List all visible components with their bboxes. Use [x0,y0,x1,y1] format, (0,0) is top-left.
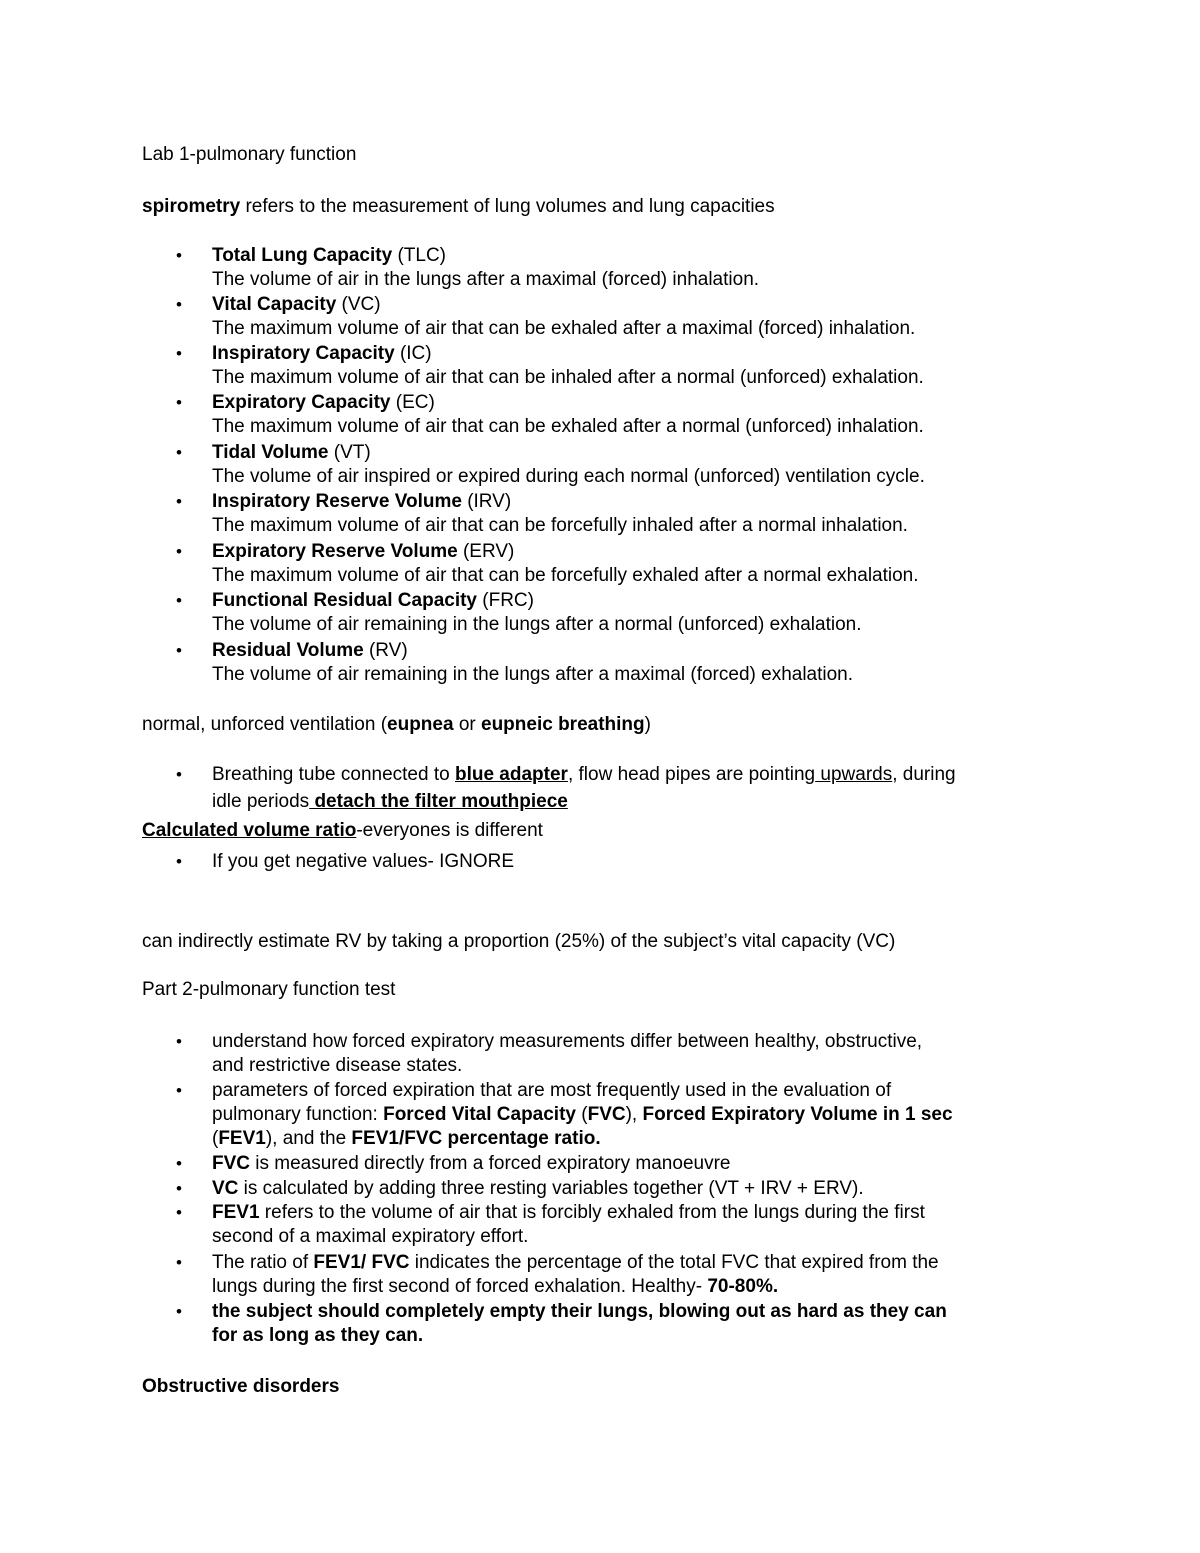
list-item: FEV1 refers to the volume of air that is forcibly exhaled from the lungs during the first [212,1202,925,1223]
bullet: • [176,591,182,610]
bullet: • [176,1302,182,1321]
obstructive-heading: Obstructive disorders [142,1376,340,1397]
definition-term: Expiratory Capacity (EC) [212,392,435,413]
definition-desc: The volume of air inspired or expired during each normal (unforced) ventilation cycle. [212,466,925,487]
intro-term: spirometry [142,196,241,217]
definition-desc: The maximum volume of air that can be inhaled after a normal (unforced) exhalation. [212,367,924,388]
list-item: The ratio of FEV1/ FVC indicates the percentage of the total FVC that expired from the [212,1252,939,1273]
bullet: • [176,1179,182,1198]
definition-desc: The volume of air remaining in the lungs after a maximal (forced) exhalation. [212,664,854,685]
list-item: VC is calculated by adding three resting variables together (VT + IRV + ERV). [212,1178,864,1199]
list-item: the subject should completely empty their lungs, blowing out as hard as they can [212,1301,947,1322]
bullet: • [176,492,182,511]
bullet: • [176,1154,182,1173]
breathing-tube-note-cont: idle periods detach the filter mouthpiece [212,791,568,812]
bullet: • [176,344,182,363]
definition-term: Functional Residual Capacity (FRC) [212,590,534,611]
definition-term: Vital Capacity (VC) [212,294,381,315]
definition-desc: The maximum volume of air that can be forcefully inhaled after a normal inhalation. [212,515,908,536]
bullet: • [176,393,182,412]
definition-term: Tidal Volume (VT) [212,442,371,463]
calculated-volume-ratio: Calculated volume ratio-everyones is different [142,820,543,841]
definition-desc: The volume of air remaining in the lungs after a normal (unforced) exhalation. [212,614,862,635]
bullet: • [176,765,182,784]
list-item: understand how forced expiratory measurements differ between healthy, obstructive, [212,1031,923,1052]
definition-term: Total Lung Capacity (TLC) [212,245,446,266]
list-item-cont: for as long as they can. [212,1325,424,1346]
definition-term: Inspiratory Reserve Volume (IRV) [212,491,512,512]
definition-desc: The maximum volume of air that can be forcefully exhaled after a normal exhalation. [212,565,919,586]
bullet: • [176,443,182,462]
bullet: • [176,1081,182,1100]
definition-desc: The volume of air in the lungs after a maximal (forced) inhalation. [212,269,760,290]
definition-desc: The maximum volume of air that can be exhaled after a normal (unforced) inhalation. [212,416,924,437]
list-item: FVC is measured directly from a forced expiratory manoeuvre [212,1153,731,1174]
intro-text: refers to the measurement of lung volumes and lung capacities [240,196,775,217]
bullet: • [176,641,182,660]
list-item: parameters of forced expiration that are most frequently used in the evaluation of [212,1080,892,1101]
list-item-cont: pulmonary function: Forced Vital Capacity (FVC), Forced Expiratory Volume in 1 sec [212,1104,953,1125]
eupnea-paragraph: normal, unforced ventilation (eupnea or eupneic breathing) [142,714,651,735]
definition-term: Inspiratory Capacity (IC) [212,343,432,364]
list-item-cont: and restrictive disease states. [212,1055,463,1076]
bullet: • [176,295,182,314]
intro-paragraph [142,195,775,219]
bullet: • [176,542,182,561]
list-item-cont: (FEV1), and the FEV1/FVC percentage ratio. [212,1128,601,1149]
bullet: • [176,852,182,871]
bullet: • [176,1032,182,1051]
page-title: Lab 1-pulmonary function [142,144,357,165]
definition-term: Expiratory Reserve Volume (ERV) [212,541,515,562]
list-item-cont: second of a maximal expiratory effort. [212,1226,529,1247]
rv-estimate-paragraph: can indirectly estimate RV by taking a proportion (25%) of the subject’s vital capacity (VC) [142,931,896,952]
definition-desc: The maximum volume of air that can be exhaled after a maximal (forced) inhalation. [212,318,916,339]
negative-values-note: If you get negative values- IGNORE [212,851,515,872]
list-item-cont: lungs during the first second of forced exhalation. Healthy- 70-80%. [212,1276,779,1297]
bullet: • [176,246,182,265]
bullet: • [176,1253,182,1272]
part2-heading: Part 2-pulmonary function test [142,979,396,1000]
definition-term: Residual Volume (RV) [212,640,408,661]
breathing-tube-note: Breathing tube connected to blue adapter, flow head pipes are pointing upwards, during [212,764,956,785]
bullet: • [176,1203,182,1222]
